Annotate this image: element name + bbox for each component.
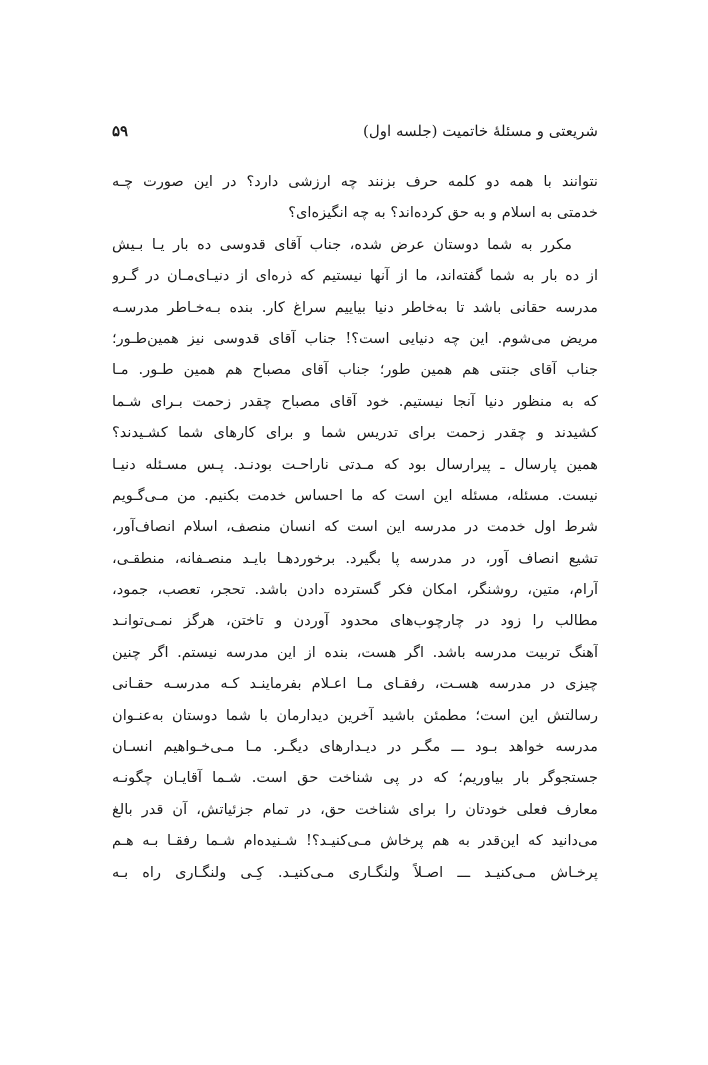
text-line: رسالتش این است؛ مطمئن باشید آخرین دیدارمان با شما دوستان به‌عنـوان (112, 706, 598, 724)
text-line: چیزی در مدرسه هسـت، رفقـای مـا اعـلام بفرماینـد کـه مدرسـه حقـانی (112, 675, 598, 693)
running-header (112, 118, 598, 144)
text-line: می‌دانید که این‌قدر به هم پرخاش مـی‌کنیـد؟! شـنیده‌ام شـما رفقـا بـه هـم (112, 832, 598, 850)
text-line: جستجوگر بار بیاوریم؛ که در پی شناخت حق است. شـما آقایـان چگونـه (112, 769, 598, 787)
text-line: پرخـاش مـی‌کنیـد ـــ اصـلاً ولنگـاری مـی‌کنیـد. کِـی ولنگـاری راه بـه (112, 863, 598, 881)
text-line: همین پارسال ـ پیرارسال بود که مـدتی ناراحـت بودنـد. پـس مسـئله دنیـا (112, 455, 598, 473)
text-line: خدمتی به اسلام و به حق کرده‌اند؟ به چه انگیزه‌ای؟ (288, 204, 598, 222)
text-line: مریض می‌شوم. این چه دنیایی است؟! جناب آقای قدوسی نیز همین‌طـور؛ (112, 329, 598, 347)
text-line: جناب آقای جنتی هم همین طور؛ جناب آقای مصباح هم همین طـور. مـا (112, 361, 598, 379)
text-line: آرام، متین، روشنگر، امکان فکر گسترده دادن باشد. تحجر، تعصب، جمود، (112, 581, 598, 599)
paragraph-first-line: مکرر به شما دوستان عرض شده، جناب آقای قدوسی ده بار یـا بـیش (112, 235, 572, 253)
chapter-title: شریعتی و مسئلهٔ خاتمیت (جلسه اول) (363, 122, 598, 140)
text-line: نیست. مسئله، مسئله این است که ما احساس خدمت بکنیم. من مـی‌گـویم (112, 486, 598, 504)
text-line: مدرسه حقانی باشد تا به‌خاطر دنیا بیاییم سراغ کار. بنده بـه‌خـاطر مدرسـه (112, 298, 598, 316)
text-line: شرط اول خدمت در مدرسه این است که انسان منصف، اسلام انصاف‌آور، (112, 518, 598, 536)
text-line: نتوانند با همه دو کلمه حرف بزنند چه ارزشی دارد؟ در این صورت چـه (112, 173, 598, 190)
text-line: آهنگ تربیت مدرسه باشد. اگر هست، بنده از این مدرسه نیستم. اگر چنین (112, 643, 598, 661)
text-line: که به منظور دنیا آنجا نیستیم. خود آقای مصباح چقدر زحمت بـرای شـما (112, 392, 598, 410)
text-line: کشیدند و چقدر زحمت برای تدریس شما و برای کارهای شما کشـیدند؟ (112, 424, 598, 442)
text-line: مطالب را زود در چارچوب‌های محدود آوردن و تاختن، هرگز نمـی‌توانـد (112, 612, 598, 630)
text-line: معارف فعلی خودتان را برای شناخت حق، در تمام جزئیاتش، آن قدر بالغ (112, 800, 598, 818)
text-line: از ده بار به شما گفته‌اند، ما از آنها نیستیم که ذره‌ای از دنیـای‌مـان در گـرو (112, 267, 598, 285)
text-line: تشیع انصاف آور، در مدرسه پا بگیرد. برخوردهـا بایـد منصـفانه، منطقـی، (112, 549, 598, 567)
text-line: مدرسه خواهد بـود ـــ مگـر در دیـدارهای دیگـر. مـا مـی‌خـواهیم انسـان (112, 738, 598, 756)
page-number: ۵۹ (112, 122, 129, 140)
body-text (112, 166, 598, 888)
